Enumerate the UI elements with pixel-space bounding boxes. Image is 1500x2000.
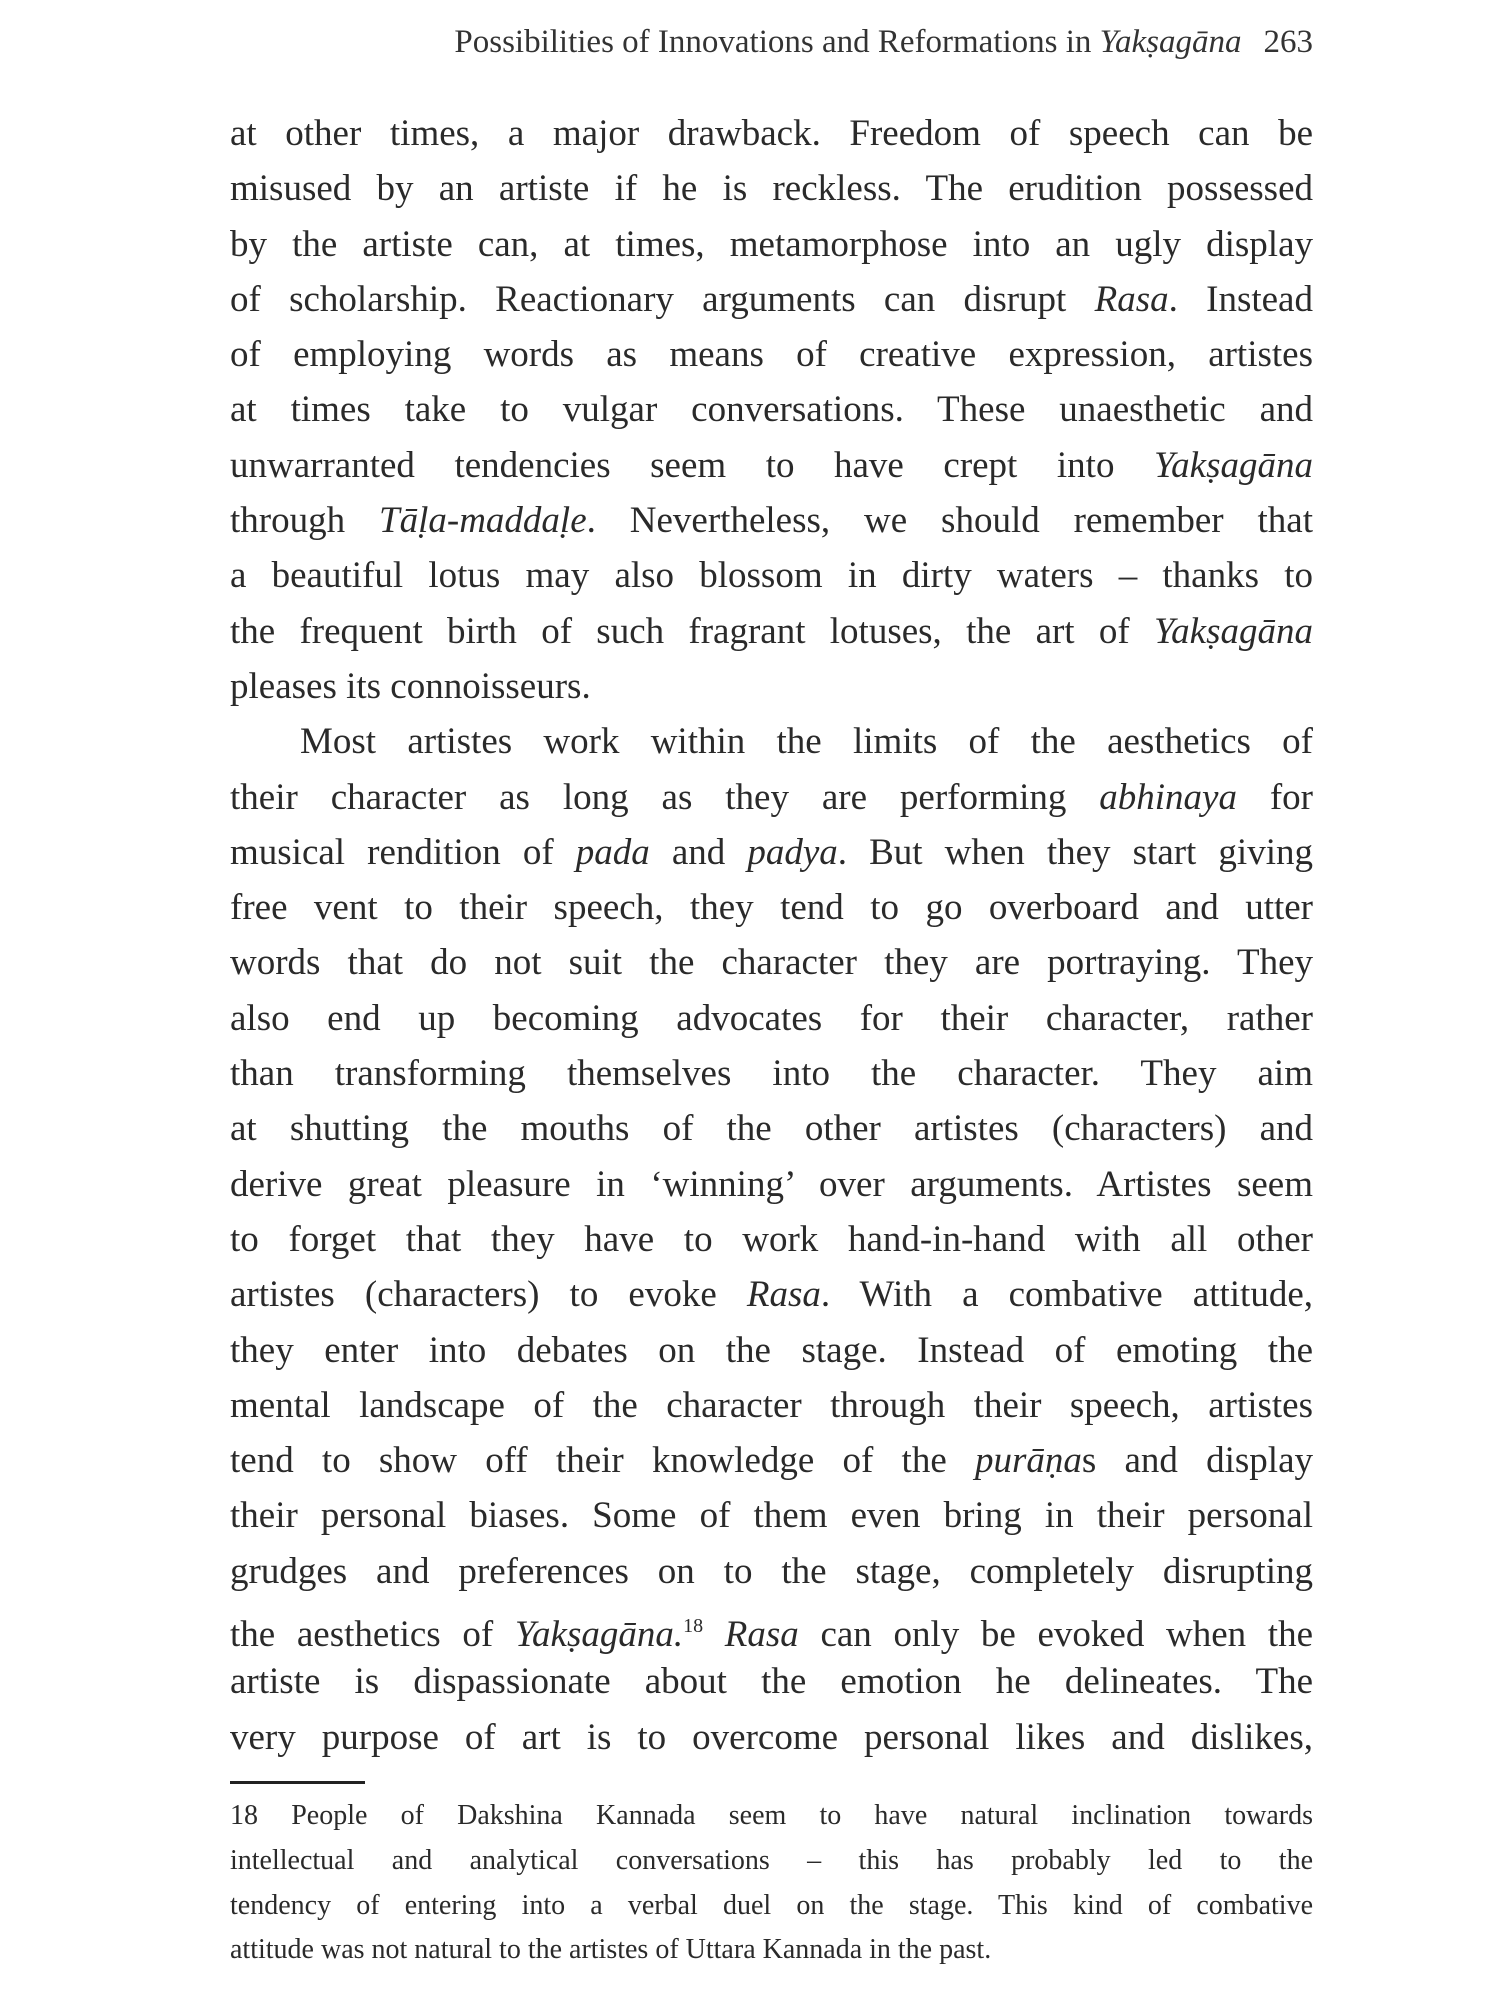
text-line xyxy=(230,659,1313,714)
body-text xyxy=(230,106,1313,1765)
text-segment: . With a combative attitude, xyxy=(820,1274,1313,1316)
italic-term: Rasa xyxy=(746,1274,821,1316)
text-line xyxy=(230,604,1313,659)
text-line xyxy=(230,1323,1313,1378)
text-line xyxy=(230,1378,1313,1433)
text-segment: at times take to vulgar conversations. These unaesthetic and xyxy=(230,389,1313,431)
text-line xyxy=(230,1654,1313,1709)
text-line xyxy=(230,991,1313,1046)
text-segment: . Instead xyxy=(1168,278,1313,320)
italic-term: pada xyxy=(575,831,650,873)
italic-term: Yakṣagāna. xyxy=(514,1614,684,1656)
italic-term: Tāḷa-maddaḷe xyxy=(379,500,587,542)
text-line xyxy=(230,106,1313,161)
text-segment: . But when they start giving xyxy=(837,831,1313,873)
text-line xyxy=(230,1267,1313,1322)
text-segment: words that do not suit the character they are portraying. They xyxy=(230,942,1313,984)
italic-term: Rasa xyxy=(1094,278,1169,320)
text-segment: by the artiste can, at times, metamorphose into an ugly display xyxy=(230,223,1313,265)
text-segment: the frequent birth of such fragrant lotuses, the art of xyxy=(230,610,1154,652)
text-segment: unwarranted tendencies seem to have crept into xyxy=(230,444,1154,486)
text-line xyxy=(230,1157,1313,1212)
text-segment: of employing words as means of creative expression, artistes xyxy=(230,334,1313,376)
footnote-line: attitude was not natural to the artistes of Uttara Kannada in the past. xyxy=(230,1934,992,1966)
running-header-title: Possibilities of Innovations and Reformations in xyxy=(454,24,1100,60)
footnote-reference: 18 xyxy=(683,1615,704,1638)
text-segment: also end up becoming advocates for their character, rather xyxy=(230,997,1313,1039)
text-segment: pleases its connoisseurs. xyxy=(230,665,591,707)
text-segment: their character as long as they are performing xyxy=(230,776,1100,818)
text-line xyxy=(230,1433,1313,1488)
text-segment: . Nevertheless, we should remember that xyxy=(586,500,1313,542)
text-line xyxy=(230,1544,1313,1599)
text-segment: can only be evoked when the xyxy=(798,1614,1313,1656)
text-segment: tend to show off their knowledge of the xyxy=(230,1440,975,1482)
text-line xyxy=(230,825,1313,880)
text-line xyxy=(230,161,1313,216)
text-line xyxy=(230,327,1313,382)
text-line xyxy=(230,1101,1313,1156)
text-segment: misused by an artiste if he is reckless. The erudition possessed xyxy=(230,168,1313,210)
text-line xyxy=(230,935,1313,990)
text-line xyxy=(230,1488,1313,1543)
text-segment: and xyxy=(649,831,748,873)
text-segment: the aesthetics of xyxy=(230,1614,515,1656)
text-segment: mental landscape of the character through their speech, artistes xyxy=(230,1384,1313,1426)
text-line xyxy=(230,382,1313,437)
text-segment: grudges and preferences on to the stage, completely disrupting xyxy=(230,1550,1313,1592)
italic-term: abhinaya xyxy=(1099,776,1237,818)
text-line xyxy=(230,1599,1313,1654)
text-line xyxy=(230,1710,1313,1765)
text-segment: artiste is dispassionate about the emotion he delineates. The xyxy=(230,1661,1313,1703)
text-segment: than transforming themselves into the character. They aim xyxy=(230,1053,1313,1095)
footnote-line: tendency of entering into a verbal duel on the stage. This kind of combative xyxy=(230,1889,1313,1921)
text-segment: artistes (characters) to evoke xyxy=(230,1274,747,1316)
running-header xyxy=(300,24,1313,61)
text-segment: free vent to their speech, they tend to go overboard and utter xyxy=(230,887,1313,929)
text-segment: musical rendition of xyxy=(230,831,576,873)
footnote-line: 18 People of Dakshina Kannada seem to have natural inclination towards xyxy=(230,1800,1313,1831)
text-segment: s and display xyxy=(1081,1440,1314,1482)
text-line xyxy=(230,770,1313,825)
text-segment: at other times, a major drawback. Freedom of speech can be xyxy=(230,113,1313,154)
text-segment: they enter into debates on the stage. Instead of emoting the xyxy=(230,1329,1313,1371)
footnotes xyxy=(230,1794,1313,1973)
text-segment: through xyxy=(230,500,380,542)
italic-term: padya xyxy=(747,831,838,873)
text-segment: their personal biases. Some of them even bring in their personal xyxy=(230,1495,1313,1537)
text-line xyxy=(230,880,1313,935)
text-segment: of scholarship. Reactionary arguments can disrupt xyxy=(230,278,1095,320)
text-segment: very purpose of art is to overcome personal likes and dislikes, xyxy=(230,1716,1313,1758)
text-segment xyxy=(703,1614,725,1655)
text-line xyxy=(230,714,1313,769)
text-segment: to forget that they have to work hand-in-hand with all other xyxy=(230,1218,1313,1260)
italic-term: Rasa xyxy=(724,1614,799,1656)
italic-term: Yakṣagāna xyxy=(1153,444,1313,486)
italic-term: Yakṣagāna xyxy=(1153,610,1313,652)
text-segment: derive great pleasure in ‘winning’ over arguments. Artistes seem xyxy=(230,1163,1313,1205)
text-line xyxy=(230,548,1313,603)
italic-term: purāṇa xyxy=(974,1440,1082,1482)
page-number: 263 xyxy=(1263,24,1313,60)
text-line xyxy=(230,1046,1313,1101)
text-line xyxy=(230,493,1313,548)
text-line xyxy=(230,217,1313,272)
footnote-line: intellectual and analytical conversations – this has probably led to the xyxy=(230,1844,1313,1876)
text-line xyxy=(230,1212,1313,1267)
text-line xyxy=(230,438,1313,493)
running-header-title-italic: Yakṣagāna xyxy=(1099,24,1242,60)
text-segment: a beautiful lotus may also blossom in dirty waters – thanks to xyxy=(230,555,1313,597)
footnote-divider xyxy=(230,1781,365,1784)
text-segment: at shutting the mouths of the other artistes (characters) and xyxy=(230,1108,1313,1150)
text-segment: Most artistes work within the limits of the aesthetics of xyxy=(300,721,1313,763)
text-line xyxy=(230,272,1313,327)
text-segment: for xyxy=(1236,776,1313,818)
